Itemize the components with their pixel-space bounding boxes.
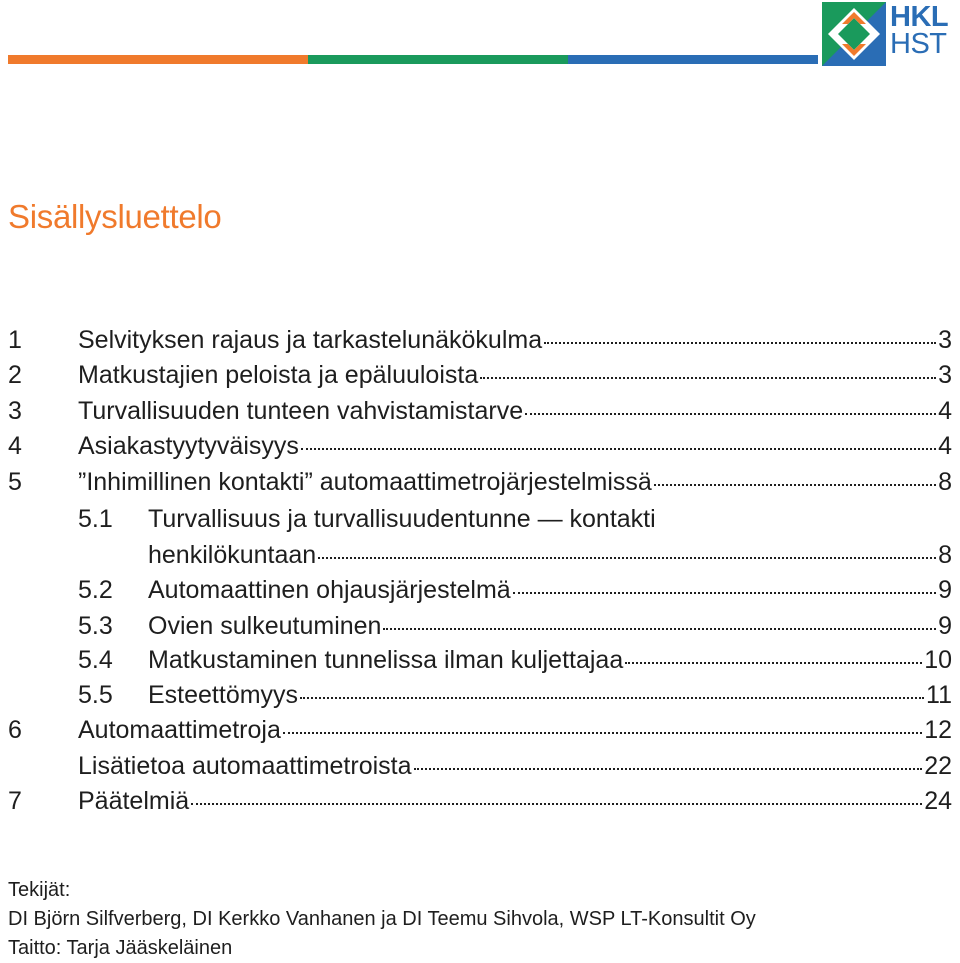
toc-dot-leader xyxy=(625,662,922,664)
toc-title: Asiakastyytyväisyys xyxy=(78,432,299,460)
toc-number: 5.4 xyxy=(78,646,113,674)
toc-dot-leader xyxy=(525,413,936,415)
toc-dot-leader xyxy=(654,484,936,486)
toc-page-number: 8 xyxy=(938,541,952,569)
toc-number: 7 xyxy=(8,787,22,815)
page-title: Sisällysluettelo xyxy=(8,198,222,235)
toc-entry xyxy=(8,538,952,573)
toc-dot-leader xyxy=(544,342,936,344)
toc-number: 2 xyxy=(8,361,22,389)
authors-label: Tekijät: xyxy=(8,879,71,901)
toc-page-number: 24 xyxy=(924,787,952,815)
layout-credit: Taitto: Tarja Jääskeläinen xyxy=(8,937,233,959)
toc-title: Turvallisuus ja turvallisuudentunne — kontakti xyxy=(148,505,656,533)
toc-entry xyxy=(8,358,952,393)
toc-dot-leader xyxy=(283,732,922,734)
toc-title: Matkustaminen tunnelissa ilman kuljettajaa xyxy=(148,646,624,674)
toc-entry xyxy=(8,323,952,358)
toc-page-number: 8 xyxy=(938,468,952,496)
logo-text xyxy=(890,1,949,60)
toc-title: Selvityksen rajaus ja tarkastelunäkökulma xyxy=(78,326,543,354)
toc-title: Esteettömyys xyxy=(148,681,299,709)
header-stripe xyxy=(8,55,818,64)
toc-title: Matkustajien peloista ja epäluuloista xyxy=(78,361,479,389)
toc-page-number: 3 xyxy=(938,326,952,354)
stripe-blue xyxy=(568,55,818,64)
toc-title: Lisätietoa automaattimetroista xyxy=(78,752,412,780)
toc-entry xyxy=(8,643,952,678)
toc-number: 6 xyxy=(8,716,22,744)
toc-dot-leader xyxy=(300,697,924,699)
toc-entry xyxy=(8,502,952,537)
toc-page-number: 11 xyxy=(926,681,952,709)
toc-entry xyxy=(8,749,952,784)
toc-number: 5.2 xyxy=(78,576,113,604)
toc-entry xyxy=(8,713,952,748)
toc-entry xyxy=(8,609,952,644)
toc-number: 1 xyxy=(8,326,22,354)
toc-entry xyxy=(8,465,952,500)
toc-entry xyxy=(8,678,952,713)
toc-page-number: 9 xyxy=(938,576,952,604)
toc-number: 5 xyxy=(8,468,22,496)
toc-dot-leader xyxy=(414,768,923,770)
toc-dot-leader xyxy=(480,377,936,379)
toc-page-number: 3 xyxy=(938,361,952,389)
toc-page-number: 10 xyxy=(924,646,952,674)
logo-hst: HST xyxy=(890,28,947,60)
authors-block xyxy=(8,876,756,963)
toc-title: Automaattinen ohjausjärjestelmä xyxy=(148,576,511,604)
toc-page-number: 9 xyxy=(938,612,952,640)
toc-dot-leader xyxy=(513,592,936,594)
toc-page-number: 22 xyxy=(924,752,952,780)
toc-title: Ovien sulkeutuminen xyxy=(148,612,382,640)
toc-entry xyxy=(8,784,952,819)
toc-title: Turvallisuuden tunteen vahvistamistarve xyxy=(78,397,524,425)
toc-number: 4 xyxy=(8,432,22,460)
toc-entry xyxy=(8,429,952,464)
toc-dot-leader xyxy=(383,628,936,630)
toc-entry xyxy=(8,394,952,429)
hkl-logo xyxy=(822,2,956,66)
toc-number: 5.3 xyxy=(78,612,113,640)
stripe-green xyxy=(308,55,568,64)
toc-title: henkilökuntaan xyxy=(148,541,317,569)
toc-page-number: 4 xyxy=(938,397,952,425)
toc-entry xyxy=(8,573,952,608)
hkl-emblem-icon xyxy=(822,2,886,66)
toc-title: ”Inhimillinen kontakti” automaattimetrojärjestelmissä xyxy=(78,468,652,496)
toc-dot-leader xyxy=(318,557,936,559)
authors-names: DI Björn Silfverberg, DI Kerkko Vanhanen ja DI Teemu Sihvola, WSP LT-Konsultit Oy xyxy=(8,908,756,930)
toc-title: Automaattimetroja xyxy=(78,716,281,744)
logo-hkl: HKL xyxy=(890,1,949,33)
toc-page-number: 4 xyxy=(938,432,952,460)
toc-number: 3 xyxy=(8,397,22,425)
stripe-orange xyxy=(8,55,308,64)
toc-title: Päätelmiä xyxy=(78,787,190,815)
toc-page-number: 12 xyxy=(924,716,952,744)
toc-number: 5.5 xyxy=(78,681,113,709)
toc-dot-leader xyxy=(191,803,922,805)
toc-number: 5.1 xyxy=(78,505,113,533)
toc-dot-leader xyxy=(301,448,936,450)
